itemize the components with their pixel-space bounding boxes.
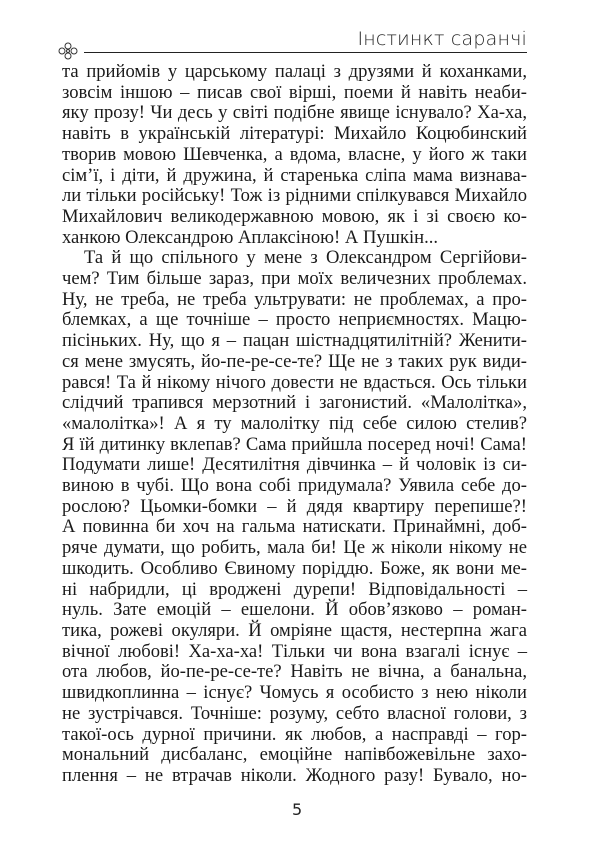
- text-line: Я їй дитинку вклепав? Сама прийшла посеред ночі! Сама!: [62, 433, 527, 455]
- text-line: рався! Та й нікому нічого довести не вдасться. Ось тільки: [62, 371, 527, 393]
- text-line: Михайлович великодержавною мовою, як і зі своєю ко-: [62, 205, 527, 227]
- text-line: ні набридли, ці вроджені дурепи! Відповідальності –: [62, 578, 527, 600]
- text-line: ряче думати, що робить, мала би! Це ж ніколи нікому не: [62, 537, 527, 559]
- text-line: тика, рожеві окуляри. Й омріяне щастя, нестерпна жага: [62, 619, 527, 641]
- floral-ornament-icon: [57, 42, 79, 60]
- text-line: ли тільки російську! Тож із рідними спілкувався Михайло: [62, 185, 527, 207]
- text-line: «малолітка»! А я ту малолітку під себе силою стелив?: [62, 412, 527, 434]
- text-line: А повинна би хоч на гальма натискати. Принаймні, доб-: [62, 516, 527, 538]
- text-line: творив мовою Шевченка, а вдома, власне, у його ж таки: [62, 143, 527, 165]
- text-line: ота любов, йо-пе-ре-се-те? Навіть не вічна, а банальна,: [62, 661, 527, 683]
- text-line: слідчий трапився мерзотний і загонистий. «Малолітка»,: [62, 392, 527, 414]
- text-line: вічної любові! Ха-ха-ха! Тільки чи вона взагалі існує –: [62, 640, 527, 662]
- text-line: ся мене змусять, йо-пе-ре-се-те? Ще не з таких рук види-: [62, 350, 527, 372]
- text-line: навіть в українській літературі: Михайло Коцюбинский: [62, 123, 527, 145]
- text-line: та прийомів у царському палаці з друзями й коханками,: [62, 61, 527, 82]
- text-line: такої-ось дурної причини. як любов, а насправді – гор-: [62, 723, 527, 745]
- text-line: зовсім іншою – писав свої вірші, поеми й навіть неаби-: [62, 81, 527, 103]
- paragraph: [62, 62, 527, 248]
- page-body-text: [62, 62, 527, 787]
- text-line: пісіньких. Ну, що я – пацан шістнадцятилітній? Женити-: [62, 330, 527, 352]
- text-line: сім’ї, і діти, й дружина, й старенька сліпа мама визнава-: [62, 164, 527, 186]
- text-line: виною в чубі. Що вона собі придумала? Уявила себе до-: [62, 475, 527, 497]
- paragraph: [62, 248, 527, 786]
- text-line: Подумати лише! Десятилітня дівчинка – й чоловік із си-: [62, 454, 527, 476]
- text-line: Ну, не треба, не треба ультрувати: не проблемах, а про-: [62, 288, 527, 310]
- text-line: рослою? Цьомки-бомки – й дядя квартиру перепише?!: [62, 495, 527, 517]
- text-line: яку прозу! Чи десь у світі подібне явище існувало? Ха-ха,: [62, 102, 527, 124]
- text-line: не зустрічався. Точніше: розуму, себто власної голови, з: [62, 702, 527, 724]
- page-number: 5: [292, 800, 303, 819]
- running-title: Інстинкт саранчі: [357, 28, 527, 50]
- text-line: швидкоплинна – існує? Чомусь я особисто з нею ніколи: [62, 682, 527, 704]
- text-line: мональний дисбаланс, емоційне напівбожевільне захо-: [62, 744, 527, 766]
- text-line: нуль. Зате емоцій – ешелони. Й обов’язково – роман-: [62, 599, 527, 621]
- text-line: шкодить. Особливо Євиному поріддю. Боже, як вони ме-: [62, 557, 527, 579]
- text-line: Та й що спільного у мене з Олександром Сергійови-: [84, 247, 527, 269]
- header-rule: [84, 52, 527, 53]
- text-line: плення – не втрачав ніколи. Жодного разу! Бувало, но-: [62, 764, 527, 786]
- text-line: чем? Тим більше зараз, при моїх величезних проблемах.: [62, 268, 527, 290]
- text-line: блемках, а ще точніше – просто неприємностях. Мацю-: [62, 309, 527, 331]
- text-line: ханкою Олександрою Аплаксіною! А Пушкін...: [62, 226, 439, 248]
